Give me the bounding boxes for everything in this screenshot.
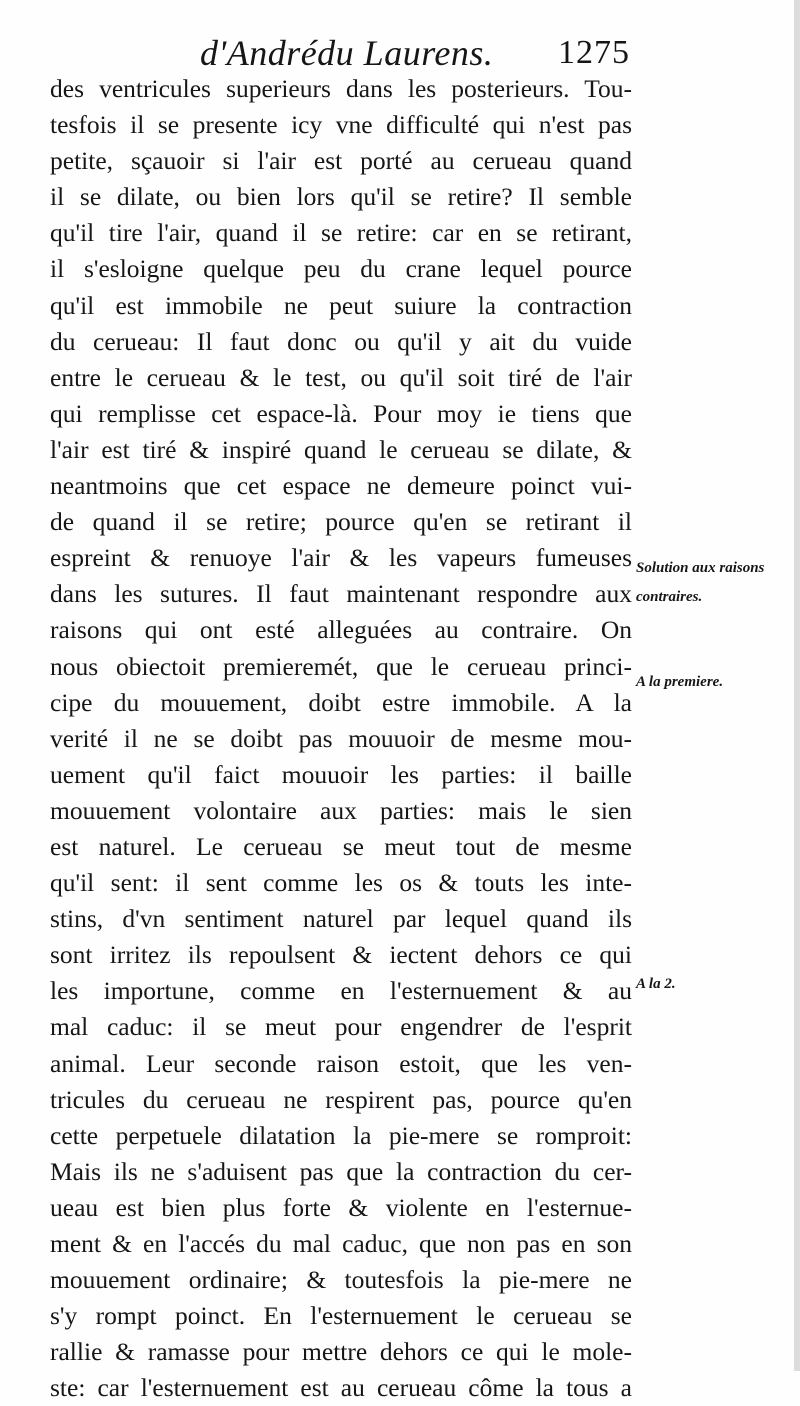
text-line: uement qu'il faict mouuoir les parties: il baille — [50, 759, 632, 789]
margin-note-solution: Solution aux raisons contraires. — [636, 560, 765, 605]
text-line: ment & en l'accés du mal caduc, que non pas en son — [50, 1229, 632, 1258]
text-line: verité il ne se doibt pas mouuoir de mesme mou- — [50, 723, 632, 753]
text-line: entre le cerueau & le test, ou qu'il soit tiré de l'air — [50, 362, 632, 392]
text-line: qu'il sent: il sent comme les os & touts les inte- — [50, 868, 632, 898]
text-line: est naturel. Le cerueau se meut tout de mesme — [50, 831, 632, 861]
text-line: mal caduc: il se meut pour engendrer de l'esprit — [50, 1012, 632, 1042]
text-line: s'y rompt poinct. En l'esternuement le cerueau se — [50, 1301, 632, 1331]
text-line: les importune, comme en l'esternuement & au — [50, 976, 632, 1006]
text-line: qui remplisse cet espace-là. Pour moy ie tiens que — [50, 398, 632, 428]
text-line: il se dilate, ou bien lors qu'il se retire? Il semble — [50, 182, 632, 212]
text-line: cipe du mouuement, doibt estre immobile. A la — [50, 687, 632, 717]
text-line: espreint & renuoye l'air & les vapeurs fumeuses — [50, 543, 632, 573]
text-line: tricules du cerueau ne respirent pas, pource qu'en — [50, 1084, 632, 1114]
text-line: de quand il se retire; pource qu'en se retirant il — [50, 507, 632, 537]
text-line: cette perpetuele dilatation la pie-mere se romproit: — [50, 1120, 632, 1150]
text-line: des ventricules superieurs dans les posterieurs. Tou- — [50, 74, 632, 103]
margin-note-second: A la 2. — [636, 976, 676, 992]
text-line: qu'il est immobile ne peut suiure la contraction — [50, 290, 632, 320]
text-line: Mais ils ne s'aduisent pas que la contraction du cer- — [50, 1156, 632, 1186]
text-line: petite, sçauoir si l'air est porté au cerueau quand — [50, 146, 632, 176]
text-line: mouuement ordinaire; & toutesfois la pie-mere ne — [50, 1265, 632, 1295]
page-edge — [794, 0, 800, 1371]
running-head: d'Andrédu Laurens. — [200, 33, 494, 73]
text-line: stins, d'vn sentiment naturel par lequel quand ils — [50, 904, 632, 934]
text-line: qu'il tire l'air, quand il se retire: car en se retirant, — [50, 218, 632, 248]
margin-note-first: A la premiere. — [636, 674, 724, 690]
text-line: mouuement volontaire aux parties: mais le sien — [50, 795, 632, 825]
text-line: rallie & ramasse pour mettre dehors ce qui le mole- — [50, 1337, 632, 1367]
body-text — [50, 71, 632, 1406]
text-line: tesfois il se presente icy vne difficulté qui n'est pas — [50, 110, 632, 140]
text-line: ueau est bien plus forte & violente en l'esternue- — [50, 1192, 632, 1222]
text-line: neantmoins que cet espace ne demeure poinct vui- — [50, 471, 632, 501]
text-line: l'air est tiré & inspiré quand le cerueau se dilate, & — [50, 434, 632, 464]
text-line: sont irritez ils repoulsent & iectent dehors ce qui — [50, 940, 632, 970]
text-line: ste: car l'esternuement est au cerueau côme la tous a — [50, 1373, 632, 1403]
text-line: il s'esloigne quelque peu du crane lequel pource — [50, 254, 632, 284]
text-line: raisons qui ont esté alleguées au contraire. On — [50, 615, 632, 645]
text-line: nous obiectoit premieremét, que le cerueau princi- — [50, 651, 632, 681]
text-line: dans les sutures. Il faut maintenant respondre aux — [50, 579, 632, 609]
text-line: du cerueau: Il faut donc ou qu'il y ait du vuide — [50, 326, 632, 356]
page-number: 1275 — [558, 34, 630, 71]
text-line: animal. Leur seconde raison estoit, que les ven- — [50, 1048, 632, 1078]
